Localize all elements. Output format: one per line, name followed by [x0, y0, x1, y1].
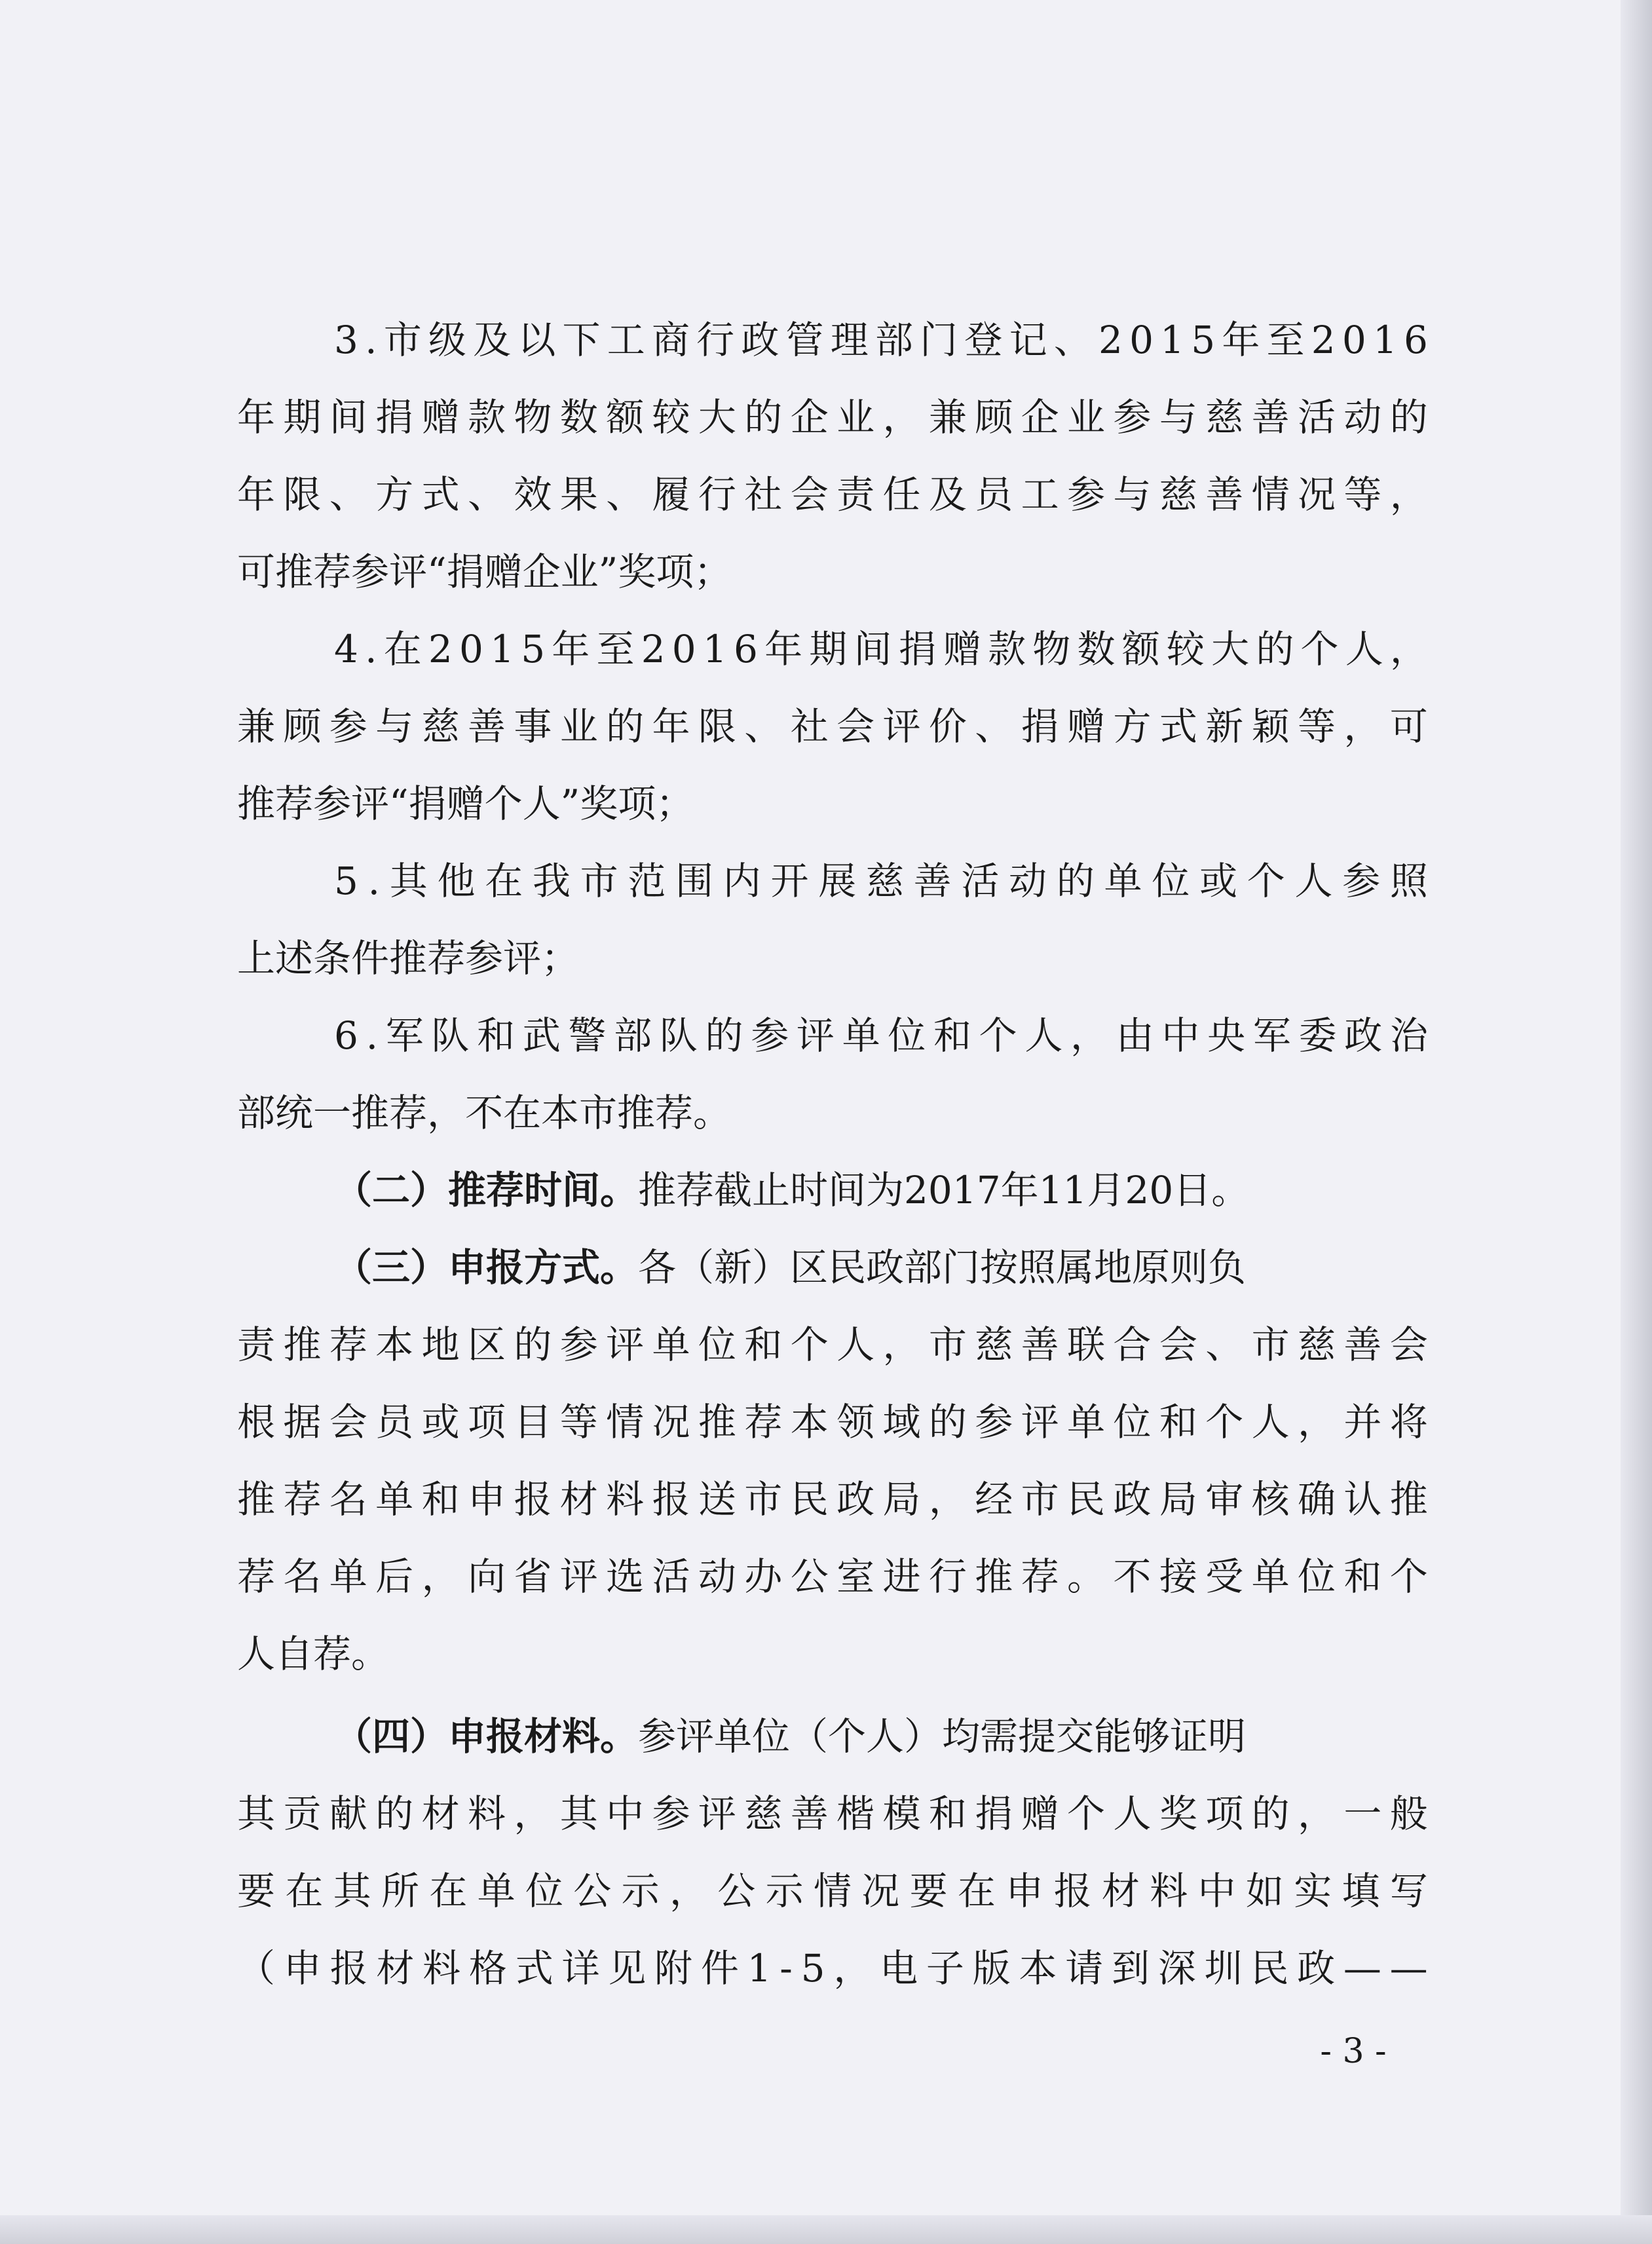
- section-2-line-1: [334, 1168, 1428, 1212]
- section-3-line-6: 人自荐。: [237, 1632, 390, 1676]
- section-4-heading: （四）申报材料。: [334, 1714, 639, 1759]
- section-2-heading: （二）推荐时间。: [334, 1168, 639, 1212]
- section-4-line-2: 其 贡 献 的 材 料 ， 其 中 参 评 慈 善 楷 模 和 捐 赠 个 人 奖 项 的 ， 一 般: [237, 1791, 1428, 1836]
- section-3-heading: （三）申报方式。: [334, 1245, 639, 1290]
- paragraph-4-line-1: 4 . 在 2 0 1 5 年 至 2 0 1 6 年 期 间 捐 赠 款 物 数 额 较 大 的 个 人 ，: [334, 627, 1428, 671]
- section-4-line-4: （ 申 报 材 料 格 式 详 见 附 件 1 - 5 ， 电 子 版 本 请 到 深 圳 民 政 — —: [237, 1946, 1428, 1991]
- paragraph-3-line-1: 3 . 市 级 及 以 下 工 商 行 政 管 理 部 门 登 记 、 2 0 1 5 年 至 2 0 1 6: [334, 318, 1428, 362]
- paragraph-5-line-1: 5 . 其 他 在 我 市 范 围 内 开 展 慈 善 活 动 的 单 位 或 个 人 参 照: [334, 859, 1428, 903]
- paragraph-3-line-4: 可推荐参评“捐赠企业”奖项；: [237, 550, 732, 594]
- paragraph-4-line-2: 兼 顾 参 与 慈 善 事 业 的 年 限 、 社 会 评 价 、 捐 赠 方 式 新 颖 等 ， 可: [237, 704, 1428, 749]
- section-3-text: 各（新）区民政部门按照属地原则负: [638, 1245, 1247, 1290]
- section-4-line-3: 要 在 其 所 在 单 位 公 示 ， 公 示 情 况 要 在 申 报 材 料 中 如 实 填 写: [237, 1869, 1428, 1913]
- paragraph-3-line-3: 年 限 、 方 式 、 效 果 、 履 行 社 会 责 任 及 员 工 参 与 慈 善 情 况 等 ，: [237, 472, 1428, 517]
- section-3-line-4: 推 荐 名 单 和 申 报 材 料 报 送 市 民 政 局 ， 经 市 民 政 局 审 核 确 认 推: [237, 1477, 1428, 1522]
- section-3-line-5: 荐 名 单 后 ， 向 省 评 选 活 动 办 公 室 进 行 推 荐 。 不 接 受 单 位 和 个: [237, 1554, 1428, 1599]
- section-4-line-1: [334, 1714, 1428, 1759]
- paragraph-4-line-3: 推荐参评“捐赠个人”奖项；: [237, 781, 694, 826]
- paragraph-6-line-1: 6 . 军 队 和 武 警 部 队 的 参 评 单 位 和 个 人 ， 由 中 央 军 委 政 治: [334, 1013, 1428, 1058]
- paragraph-5-line-2: 上述条件推荐参评；: [237, 936, 580, 981]
- scan-edge-right: [1621, 0, 1652, 2244]
- section-4-text: 参评单位（个人）均需提交能够证明: [638, 1714, 1247, 1759]
- paragraph-6-line-2: 部统一推荐，不在本市推荐。: [237, 1091, 732, 1135]
- page-number: - 3 -: [1320, 2032, 1387, 2071]
- scan-edge-bottom: [0, 2215, 1652, 2244]
- section-3-line-3: 根 据 会 员 或 项 目 等 情 况 推 荐 本 领 域 的 参 评 单 位 和 个 人 ， 并 将: [237, 1400, 1428, 1444]
- section-3-line-1: [334, 1245, 1428, 1290]
- section-3-line-2: 责 推 荐 本 地 区 的 参 评 单 位 和 个 人 ， 市 慈 善 联 合 会 、 市 慈 善 会: [237, 1322, 1428, 1367]
- section-2-text: 推荐截止时间为2017年11月20日。: [638, 1168, 1250, 1212]
- paragraph-3-line-2: 年 期 间 捐 赠 款 物 数 额 较 大 的 企 业 ， 兼 顾 企 业 参 与 慈 善 活 动 的: [237, 395, 1428, 439]
